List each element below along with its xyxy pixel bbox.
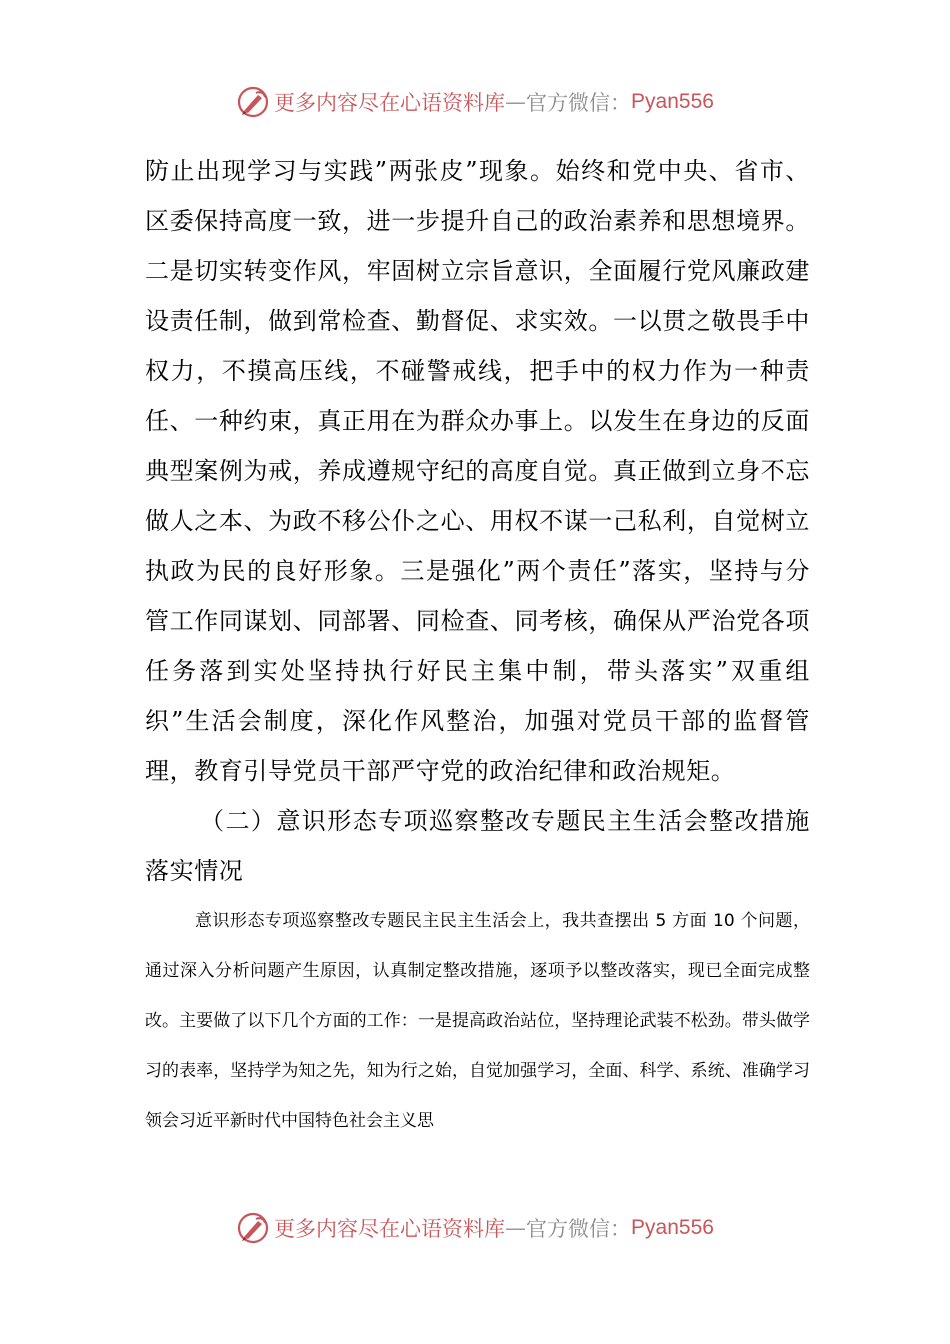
watermark-brand: 更多内容尽在心语资料库 <box>274 1217 506 1241</box>
watermark-brand: 更多内容尽在心语资料库 <box>274 91 506 115</box>
watermark-label: 官方微信： <box>526 1217 632 1241</box>
continuation-paragraph: 防止出现学习与实践”两张皮”现象。始终和党中央、省市、区委保持高度一致，进一步提升自己的政治素养和思想境界。二是切实转变作风，牢固树立宗旨意识，全面履行党风廉政建设责任制，做到常检查、勤督促、求实效。一以贯之敬畏手中权力，不摸高压线，不碰警戒线，把手中的权力作为一种责任、一种约束，真正用在为群众办事上。以发生在身边的反面典型案例为戒，养成遵规守纪的高度自觉。真正做到立身不忘做人之本、为政不移公仆之心、用权不谋一己私利，自觉树立执政为民的良好形象。三是强化”两个责任”落实，坚持与分管工作同谋划、同部署、同检查、同考核，确保从严治党各项任务落到实处坚持执行好民主集中制，带头落实”双重组织”生活会制度，深化作风整治，加强对党员干部的监督管理，教育引导党员干部严守党的政治纪律和政治规矩。 <box>145 157 810 785</box>
watermark-label: 官方微信： <box>526 91 632 115</box>
watermark-dash: — <box>505 1216 527 1240</box>
pen-icon <box>236 85 270 119</box>
section-heading: （二）意识形态专项巡察整改专题民主生活会整改措施落实情况 <box>145 807 810 885</box>
pen-icon <box>236 1211 270 1245</box>
section-paragraph: 意识形态专项巡察整改专题民主民主生活会上，我共查摆出 5 方面 10 个问题，通过深入分析问题产生原因，认真制定整改措施，逐项予以整改落实，现已全面完成整改。主要做了以下几个方面的工作：一是提高政治站位，坚持理论武装不松劲。带头做学习的表率，坚持学为知之先，知为行之始，自觉加强学习，全面、科学、系统、准确学习领会习近平新时代中国特色社会主义思 <box>145 911 810 1131</box>
watermark-dash: — <box>505 90 527 114</box>
watermark-wechat-id: Pyan556 <box>631 1216 714 1239</box>
document-body <box>145 146 810 1146</box>
footer-watermark <box>0 1210 950 1246</box>
header-watermark <box>0 84 950 120</box>
watermark-wechat-id: Pyan556 <box>631 90 714 113</box>
